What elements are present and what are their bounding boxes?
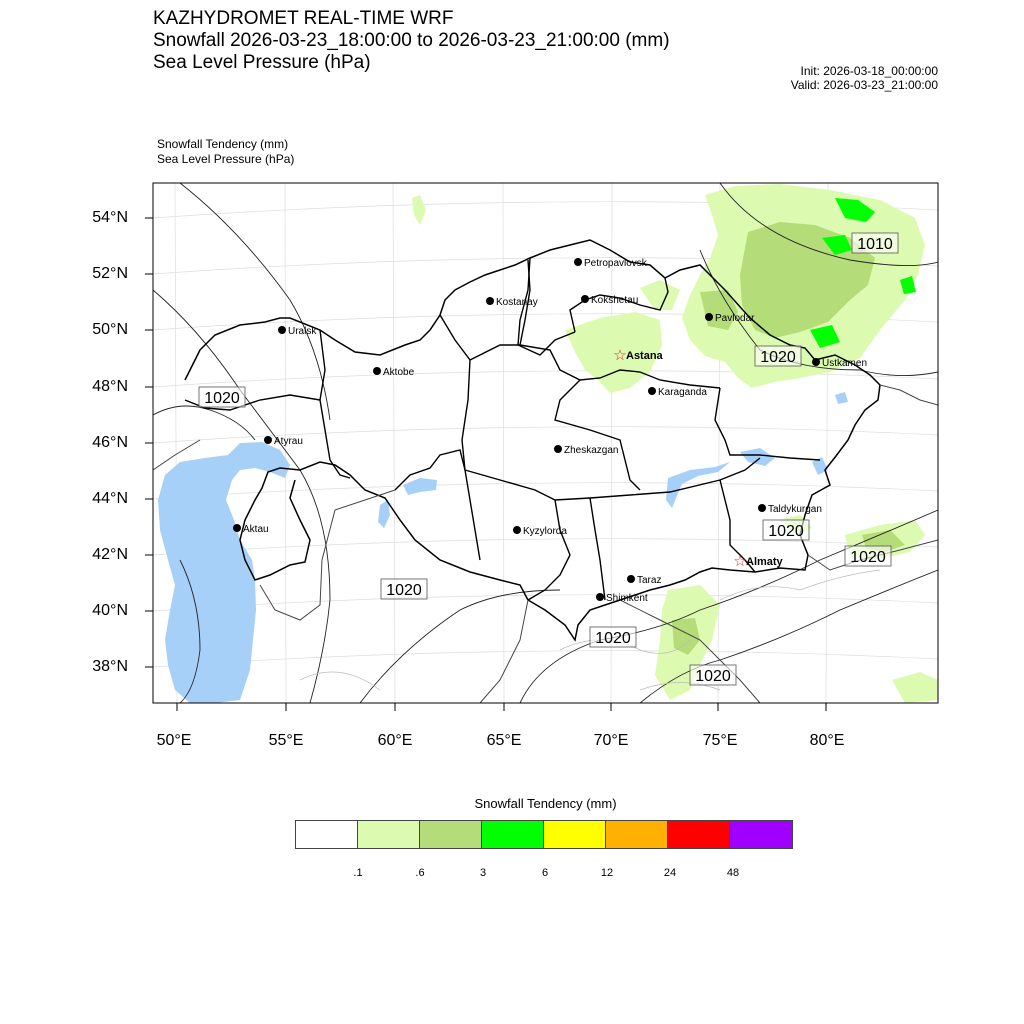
- legend-color-box: [544, 821, 606, 848]
- aral-sea-north: [403, 478, 437, 495]
- city-label: Aktobe: [383, 367, 415, 378]
- map-content: [153, 183, 938, 703]
- city-marker: [758, 504, 822, 515]
- city-dot-icon: [513, 526, 521, 534]
- city-dot-icon: [554, 445, 562, 453]
- city-marker: [513, 526, 567, 537]
- city-label: Taldykurgan: [768, 504, 822, 515]
- map-subtitle-2: Sea Level Pressure (hPa): [153, 52, 371, 73]
- city-dot-icon: [705, 313, 713, 321]
- snow-light-patch-3: [892, 672, 938, 703]
- city-marker: [233, 524, 269, 535]
- capital-star-icon: ☆: [613, 346, 627, 364]
- city-dot-icon: [581, 295, 589, 303]
- city-label: Kokshetau: [591, 295, 639, 306]
- lake-balkhash-east: [740, 448, 775, 466]
- city-label: Karaganda: [658, 387, 707, 398]
- isobar-label-text: 1020: [768, 523, 804, 540]
- aral-sea-south: [378, 500, 390, 528]
- isobar-label: [763, 520, 809, 540]
- lat-tick-label: 44°N: [92, 490, 128, 507]
- lat-tick-label: 52°N: [92, 265, 128, 282]
- snow-light-patch-1: [412, 195, 426, 225]
- legend-tick-label: 48: [726, 867, 740, 879]
- city-label: Almaty: [746, 556, 783, 568]
- legend-tick-label: 12: [600, 867, 614, 879]
- isobar-label-text: 1010: [857, 236, 893, 253]
- city-marker: [648, 387, 707, 398]
- city-marker: [733, 552, 783, 570]
- zaysan-lake: [835, 392, 848, 404]
- legend-tick-label: .1: [353, 867, 363, 879]
- city-marker: [627, 575, 661, 586]
- snow-light-patch-2: [640, 280, 680, 310]
- neighbour-borders: [153, 385, 938, 703]
- water-bodies: [158, 392, 848, 703]
- lon-tick-label: 65°E: [486, 732, 522, 749]
- valid-time: Valid: 2026-03-23_21:00:00: [790, 78, 938, 92]
- city-dot-icon: [233, 524, 241, 532]
- isobar-label-text: 1020: [760, 349, 796, 366]
- lon-tick-label: 60°E: [377, 732, 413, 749]
- city-dot-icon: [486, 297, 494, 305]
- city-label: Ustkamen: [822, 358, 868, 369]
- city-label: Pavlodar: [715, 313, 755, 324]
- city-dot-icon: [648, 387, 656, 395]
- city-dot-icon: [627, 575, 635, 583]
- city-label: Petropavlovsk: [584, 258, 647, 269]
- city-label: Aktau: [243, 524, 269, 535]
- legend-tick-label: 3: [479, 867, 487, 879]
- legend-tick-label: 6: [541, 867, 549, 879]
- city-label: Taraz: [637, 575, 662, 586]
- legend-title: Snowfall Tendency (mm): [474, 796, 617, 811]
- isobar-label: [755, 346, 801, 366]
- isobar-label-text: 1020: [695, 668, 731, 685]
- legend-color-box: [482, 821, 544, 848]
- isobar-label: [381, 579, 427, 599]
- lon-tick-label: 55°E: [268, 732, 304, 749]
- isobar-1020-west: [153, 406, 255, 440]
- map-title: KAZHYDROMET REAL-TIME WRF: [153, 8, 454, 29]
- legend-color-box: [420, 821, 482, 848]
- city-marker: [574, 258, 648, 269]
- legend-tick-label: .6: [415, 867, 425, 879]
- caspian-sea: [158, 442, 290, 703]
- city-label: Astana: [626, 350, 663, 362]
- lon-tick-label: 70°E: [593, 732, 629, 749]
- lat-tick-label: 50°N: [92, 321, 128, 338]
- capital-star-icon: ☆: [733, 552, 747, 570]
- isobar-label: [199, 387, 245, 407]
- lat-tick-label: 46°N: [92, 434, 128, 451]
- isobar-label-text: 1020: [204, 390, 240, 407]
- city-label: Zheskazgan: [564, 445, 619, 456]
- lat-tick-label: 40°N: [92, 602, 128, 619]
- city-dot-icon: [596, 593, 604, 601]
- city-label: Kyzylorda: [523, 526, 567, 537]
- lat-tick-label: 42°N: [92, 546, 128, 563]
- city-marker: [264, 436, 303, 447]
- city-label: Kostanay: [496, 297, 538, 308]
- city-dot-icon: [758, 504, 766, 512]
- city-dot-icon: [812, 358, 820, 366]
- legend-tick-label: 24: [663, 867, 677, 879]
- isobar-label-text: 1020: [595, 630, 631, 647]
- city-label: Atyrau: [274, 436, 303, 447]
- lat-tick-label: 38°N: [92, 658, 128, 675]
- isobar-label: [590, 627, 636, 647]
- isobar-label: [690, 665, 736, 685]
- city-dot-icon: [574, 258, 582, 266]
- legend-colorbar: [295, 820, 793, 849]
- legend-color-box: [668, 821, 730, 848]
- city-dot-icon: [278, 326, 286, 334]
- legend-color-box: [606, 821, 668, 848]
- isobar-label-text: 1020: [850, 549, 886, 566]
- city-marker: [554, 445, 618, 456]
- city-marker: [486, 297, 538, 308]
- isobar-label: [852, 233, 898, 253]
- lon-tick-label: 50°E: [156, 732, 192, 749]
- legend-color-box: [730, 821, 792, 848]
- isobar-northwest: [180, 183, 330, 420]
- legend-color-box: [296, 821, 358, 848]
- legend-color-box: [358, 821, 420, 848]
- city-dot-icon: [373, 367, 381, 375]
- lat-tick-label: 54°N: [92, 209, 128, 226]
- lon-tick-label: 80°E: [809, 732, 845, 749]
- lat-tick-label: 48°N: [92, 378, 128, 395]
- isobar-label-text: 1020: [386, 582, 422, 599]
- isobar-label: [845, 546, 891, 566]
- city-marker: [373, 367, 415, 378]
- city-dot-icon: [264, 436, 272, 444]
- city-marker: [278, 326, 317, 337]
- field-slp-label: Sea Level Pressure (hPa): [157, 152, 295, 166]
- field-snow-label: Snowfall Tendency (mm): [157, 137, 289, 151]
- init-time: Init: 2026-03-18_00:00:00: [800, 64, 938, 78]
- lon-tick-label: 75°E: [702, 732, 738, 749]
- map-subtitle: Snowfall 2026-03-23_18:00:00 to 2026-03-23_21:00:00 (mm): [153, 30, 670, 51]
- city-label: Shimkent: [606, 593, 648, 604]
- city-label: Uralsk: [288, 326, 317, 337]
- city-marker: [581, 295, 638, 306]
